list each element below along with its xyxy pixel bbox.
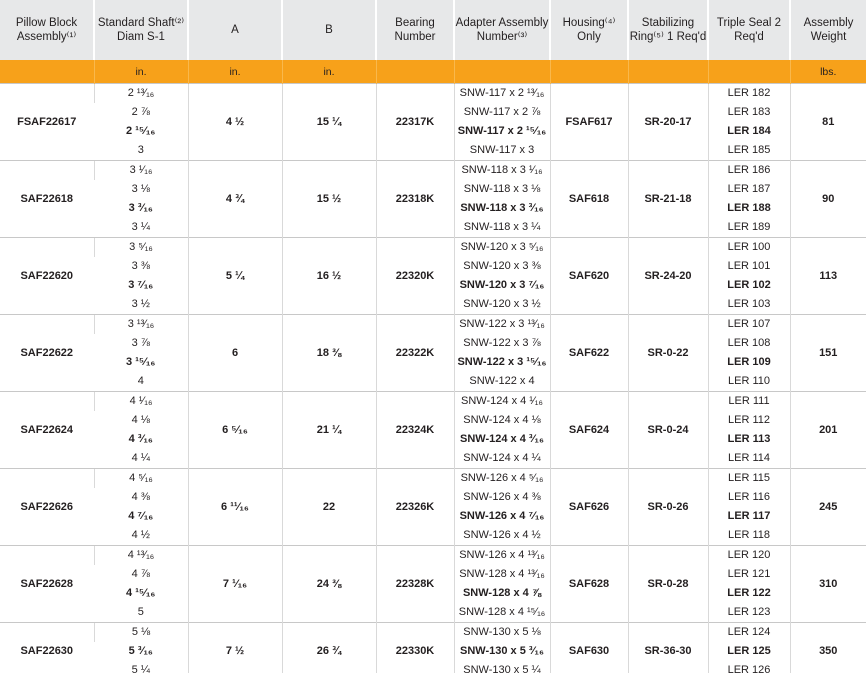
- housing-cell: SAF622: [550, 315, 628, 392]
- unit-bearing: [376, 60, 454, 84]
- seal-cell: LER 184: [708, 122, 790, 141]
- a-cell: 6 ⁵⁄₁₆: [188, 392, 282, 469]
- shaft-cell: 3 ¹³⁄₁₆: [94, 315, 188, 335]
- shaft-cell: 3 ¼: [131, 221, 150, 233]
- seal-cell: LER 107: [708, 315, 790, 335]
- b-cell: 24 ⅜: [282, 546, 376, 623]
- shaft-cell: 3 ⁵⁄₁₆: [94, 238, 188, 258]
- seal-cell: LER 111: [708, 392, 790, 412]
- unit-ring: [628, 60, 708, 84]
- bearing-cell: 22330K: [376, 623, 454, 673]
- seal-cell: LER 121: [708, 565, 790, 584]
- adapter-cell: SNW-117 x 3: [454, 141, 550, 161]
- seal-cell: LER 115: [708, 469, 790, 489]
- ring-cell: SR-36-30: [628, 623, 708, 673]
- adapter-cell: SNW-126 x 4 ⅜: [454, 488, 550, 507]
- seal-cell: LER 118: [708, 526, 790, 546]
- shaft-cell: 3 ⅛: [131, 183, 150, 195]
- seal-cell: LER 117: [708, 507, 790, 526]
- header-a: A: [188, 0, 282, 60]
- a-cell: 7 ½: [188, 623, 282, 673]
- seal-cell: LER 110: [708, 372, 790, 392]
- seal-cell: LER 113: [708, 430, 790, 449]
- adapter-cell: SNW-122 x 3 ⅞: [454, 334, 550, 353]
- shaft-cell: 5 ⅛: [94, 623, 188, 643]
- shaft-cell: 4 ½: [131, 529, 150, 541]
- adapter-cell: SNW-120 x 3 ⅜: [454, 257, 550, 276]
- adapter-cell: SNW-118 x 3 ¼: [454, 218, 550, 238]
- housing-cell: SAF620: [550, 238, 628, 315]
- header-ring: Stabilizing Ring⁽⁵⁾ 1 Req'd: [628, 0, 708, 60]
- weight-cell: 81: [790, 84, 866, 161]
- adapter-cell: SNW-124 x 4 ¹⁄₁₆: [454, 392, 550, 412]
- shaft-cell: 4 ¹³⁄₁₆: [94, 546, 188, 566]
- weight-cell: 245: [790, 469, 866, 546]
- housing-cell: SAF628: [550, 546, 628, 623]
- weight-cell: 113: [790, 238, 866, 315]
- assembly-cell: SAF22624: [0, 392, 94, 469]
- header-bearing: Bearing Number: [376, 0, 454, 60]
- header-assembly: Pillow Block Assembly⁽¹⁾: [0, 0, 94, 60]
- shaft-cell: 3 ⁷⁄₁₆: [128, 279, 154, 291]
- header-weight: Assembly Weight: [790, 0, 866, 60]
- a-cell: 7 ¹⁄₁₆: [188, 546, 282, 623]
- bearing-cell: 22328K: [376, 546, 454, 623]
- a-cell: 4 ½: [188, 84, 282, 161]
- shaft-cell: 4 ⅛: [131, 414, 150, 426]
- table-body: [0, 84, 866, 673]
- adapter-cell: SNW-120 x 3 ⁵⁄₁₆: [454, 238, 550, 258]
- table-row: [0, 315, 866, 335]
- housing-cell: SAF624: [550, 392, 628, 469]
- adapter-cell: SNW-126 x 4 ¹³⁄₁₆: [454, 546, 550, 566]
- shaft-cell: 4 ⅞: [131, 568, 150, 580]
- unit-seal: [708, 60, 790, 84]
- unit-housing: [550, 60, 628, 84]
- ring-cell: SR-0-26: [628, 469, 708, 546]
- shaft-cell: 4 ⅜: [131, 491, 150, 503]
- adapter-cell: SNW-120 x 3 ½: [454, 295, 550, 315]
- shaft-cell: 4 ⁷⁄₁₆: [128, 510, 154, 522]
- shaft-cell: 3: [137, 144, 144, 156]
- bearing-cell: 22318K: [376, 161, 454, 238]
- header-b: B: [282, 0, 376, 60]
- table-row: [0, 84, 866, 104]
- header-shaft: Standard Shaft⁽²⁾ Diam S-1: [94, 0, 188, 60]
- shaft-cell: 3 ¹⁄₁₆: [94, 161, 188, 181]
- table-row: [0, 238, 866, 258]
- ring-cell: SR-0-24: [628, 392, 708, 469]
- assembly-cell: SAF22626: [0, 469, 94, 546]
- shaft-cell: 4 ³⁄₁₆: [128, 433, 153, 445]
- adapter-cell: SNW-130 x 5 ¼: [454, 661, 550, 673]
- bearing-cell: 22324K: [376, 392, 454, 469]
- assembly-cell: SAF22628: [0, 546, 94, 623]
- header-adapter: Adapter Assembly Number⁽³⁾: [454, 0, 550, 60]
- header-housing: Housing⁽⁴⁾ Only: [550, 0, 628, 60]
- b-cell: 15 ¼: [282, 84, 376, 161]
- ring-cell: SR-0-28: [628, 546, 708, 623]
- weight-cell: 151: [790, 315, 866, 392]
- adapter-cell: SNW-124 x 4 ⅛: [454, 411, 550, 430]
- adapter-cell: SNW-128 x 4 ¹³⁄₁₆: [454, 565, 550, 584]
- adapter-cell: SNW-118 x 3 ⅛: [454, 180, 550, 199]
- assembly-cell: SAF22620: [0, 238, 94, 315]
- weight-cell: 90: [790, 161, 866, 238]
- shaft-cell: 2 ¹⁵⁄₁₆: [126, 125, 156, 137]
- seal-cell: LER 182: [708, 84, 790, 104]
- seal-cell: LER 100: [708, 238, 790, 258]
- seal-cell: LER 120: [708, 546, 790, 566]
- adapter-cell: SNW-120 x 3 ⁷⁄₁₆: [454, 276, 550, 295]
- housing-cell: SAF618: [550, 161, 628, 238]
- shaft-cell: 4 ¹⁵⁄₁₆: [126, 587, 156, 599]
- seal-cell: LER 103: [708, 295, 790, 315]
- assembly-cell: SAF22622: [0, 315, 94, 392]
- unit-assembly: [0, 60, 94, 84]
- adapter-cell: SNW-126 x 4 ⁵⁄₁₆: [454, 469, 550, 489]
- seal-cell: LER 114: [708, 449, 790, 469]
- unit-a: in.: [188, 60, 282, 84]
- seal-cell: LER 124: [708, 623, 790, 643]
- adapter-cell: SNW-128 x 4 ⅞: [454, 584, 550, 603]
- b-cell: 21 ¼: [282, 392, 376, 469]
- shaft-cell: 3 ⅜: [131, 260, 150, 272]
- b-cell: 18 ⅜: [282, 315, 376, 392]
- table-row: [0, 161, 866, 181]
- b-cell: 16 ½: [282, 238, 376, 315]
- shaft-cell: 2 ⅞: [131, 106, 150, 118]
- adapter-cell: SNW-118 x 3 ³⁄₁₆: [454, 199, 550, 218]
- shaft-cell: 3 ³⁄₁₆: [128, 202, 153, 214]
- a-cell: 6 ¹¹⁄₁₆: [188, 469, 282, 546]
- weight-cell: 350: [790, 623, 866, 673]
- seal-cell: LER 102: [708, 276, 790, 295]
- ring-cell: SR-20-17: [628, 84, 708, 161]
- adapter-cell: SNW-117 x 2 ⅞: [454, 103, 550, 122]
- assembly-cell: FSAF22617: [0, 84, 94, 161]
- housing-cell: SAF630: [550, 623, 628, 673]
- shaft-cell: 2 ¹³⁄₁₆: [94, 84, 188, 104]
- shaft-cell: 5 ¼: [131, 664, 150, 673]
- seal-cell: LER 112: [708, 411, 790, 430]
- shaft-cell: 3 ¹⁵⁄₁₆: [126, 356, 156, 368]
- seal-cell: LER 122: [708, 584, 790, 603]
- units-row: [0, 60, 866, 84]
- shaft-cell: 5: [137, 606, 144, 618]
- table-row: [0, 623, 866, 643]
- seal-cell: LER 186: [708, 161, 790, 181]
- a-cell: 5 ¼: [188, 238, 282, 315]
- b-cell: 22: [282, 469, 376, 546]
- shaft-cell: 4 ⁵⁄₁₆: [94, 469, 188, 489]
- shaft-cell: 4 ¹⁄₁₆: [94, 392, 188, 412]
- unit-adapter: [454, 60, 550, 84]
- housing-cell: SAF626: [550, 469, 628, 546]
- a-cell: 4 ¾: [188, 161, 282, 238]
- bearing-cell: 22322K: [376, 315, 454, 392]
- adapter-cell: SNW-124 x 4 ¼: [454, 449, 550, 469]
- seal-cell: LER 123: [708, 603, 790, 623]
- seal-cell: LER 183: [708, 103, 790, 122]
- seal-cell: LER 109: [708, 353, 790, 372]
- unit-shaft: in.: [94, 60, 188, 84]
- seal-cell: LER 189: [708, 218, 790, 238]
- seal-cell: LER 188: [708, 199, 790, 218]
- ring-cell: SR-0-22: [628, 315, 708, 392]
- shaft-cell: 4: [137, 375, 144, 387]
- header-seal: Triple Seal 2 Req'd: [708, 0, 790, 60]
- adapter-cell: SNW-122 x 3 ¹³⁄₁₆: [454, 315, 550, 335]
- weight-cell: 310: [790, 546, 866, 623]
- assembly-cell: SAF22630: [0, 623, 94, 673]
- adapter-cell: SNW-130 x 5 ³⁄₁₆: [454, 642, 550, 661]
- table-row: [0, 546, 866, 566]
- seal-cell: LER 116: [708, 488, 790, 507]
- seal-cell: LER 185: [708, 141, 790, 161]
- seal-cell: LER 125: [708, 642, 790, 661]
- seal-cell: LER 187: [708, 180, 790, 199]
- unit-b: in.: [282, 60, 376, 84]
- adapter-cell: SNW-124 x 4 ³⁄₁₆: [454, 430, 550, 449]
- adapter-cell: SNW-128 x 4 ¹⁵⁄₁₆: [454, 603, 550, 623]
- seal-cell: LER 101: [708, 257, 790, 276]
- adapter-cell: SNW-122 x 4: [454, 372, 550, 392]
- adapter-cell: SNW-130 x 5 ⅛: [454, 623, 550, 643]
- adapter-cell: SNW-122 x 3 ¹⁵⁄₁₆: [454, 353, 550, 372]
- adapter-cell: SNW-117 x 2 ¹⁵⁄₁₆: [454, 122, 550, 141]
- assembly-cell: SAF22618: [0, 161, 94, 238]
- table-row: [0, 392, 866, 412]
- bearing-cell: 22320K: [376, 238, 454, 315]
- bearing-cell: 22317K: [376, 84, 454, 161]
- adapter-cell: SNW-126 x 4 ½: [454, 526, 550, 546]
- a-cell: 6: [188, 315, 282, 392]
- shaft-cell: 5 ³⁄₁₆: [128, 645, 153, 657]
- adapter-cell: SNW-117 x 2 ¹³⁄₁₆: [454, 84, 550, 104]
- shaft-cell: 3 ⅞: [131, 337, 150, 349]
- seal-cell: LER 108: [708, 334, 790, 353]
- ring-cell: SR-21-18: [628, 161, 708, 238]
- header-row: [0, 0, 866, 60]
- ring-cell: SR-24-20: [628, 238, 708, 315]
- b-cell: 15 ½: [282, 161, 376, 238]
- unit-weight: lbs.: [790, 60, 866, 84]
- housing-cell: FSAF617: [550, 84, 628, 161]
- adapter-cell: SNW-126 x 4 ⁷⁄₁₆: [454, 507, 550, 526]
- table-row: [0, 469, 866, 489]
- bearing-cell: 22326K: [376, 469, 454, 546]
- weight-cell: 201: [790, 392, 866, 469]
- shaft-cell: 4 ¼: [131, 452, 150, 464]
- shaft-cell: 3 ½: [131, 298, 150, 310]
- seal-cell: LER 126: [708, 661, 790, 673]
- b-cell: 26 ¾: [282, 623, 376, 673]
- adapter-cell: SNW-118 x 3 ¹⁄₁₆: [454, 161, 550, 181]
